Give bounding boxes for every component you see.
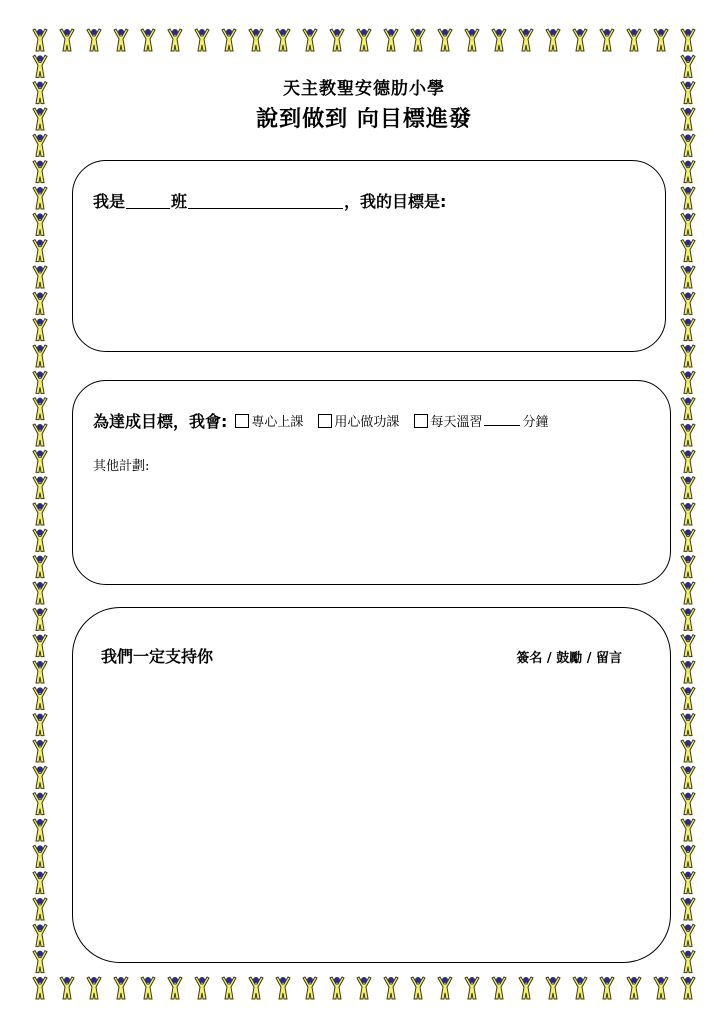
- cheering-figure-icon: [681, 845, 695, 867]
- cheering-figure-icon: [249, 29, 263, 51]
- cheering-figure-icon: [114, 29, 128, 51]
- cheering-figure-icon: [492, 29, 506, 51]
- cheering-figure-icon: [681, 371, 695, 393]
- cheering-figure-icon: [573, 29, 587, 51]
- cheering-figure-icon: [519, 29, 533, 51]
- cheering-figure-icon: [303, 977, 317, 999]
- cheering-figure-icon: [681, 977, 695, 999]
- support-title: 我們一定支持你: [101, 647, 214, 666]
- option-daily-revision[interactable]: [414, 411, 548, 430]
- sign-label: 簽名 / 鼓勵 / 留言: [516, 651, 622, 666]
- cheering-figure-icon: [681, 424, 695, 446]
- cheering-figure-icon: [195, 29, 209, 51]
- cheering-figure-icon: [681, 398, 695, 420]
- cheering-figure-icon: [681, 793, 695, 815]
- cheering-figure-icon: [33, 661, 47, 683]
- cheering-figure-icon: [465, 29, 479, 51]
- support-panel: [72, 607, 671, 963]
- cheering-figure-icon: [114, 977, 128, 999]
- cheering-figure-icon: [33, 608, 47, 630]
- cheering-figure-icon: [60, 977, 74, 999]
- cheering-figure-icon: [33, 503, 47, 525]
- cheering-figure-icon: [600, 29, 614, 51]
- cheering-figure-icon: [681, 951, 695, 973]
- cheering-figure-icon: [627, 977, 641, 999]
- school-name: 天主教聖安德肋小學: [283, 79, 445, 99]
- cheering-figure-icon: [330, 29, 344, 51]
- cheering-figure-icon: [222, 29, 236, 51]
- checkbox[interactable]: [414, 414, 428, 428]
- cheering-figure-icon: [33, 345, 47, 367]
- checkbox[interactable]: [318, 414, 332, 428]
- cheering-figure-icon: [33, 319, 47, 341]
- name-blank[interactable]: [188, 207, 343, 209]
- cheering-figure-icon: [33, 582, 47, 604]
- class-blank[interactable]: [126, 207, 170, 209]
- option-label: 用心做功課: [334, 415, 400, 430]
- cheering-figure-icon: [681, 29, 695, 51]
- cheering-figure-icon: [141, 29, 155, 51]
- cheering-figure-icon: [546, 977, 560, 999]
- cheering-figure-icon: [33, 134, 47, 156]
- cheering-figure-icon: [654, 29, 668, 51]
- cheering-figure-icon: [33, 819, 47, 841]
- cheering-figure-icon: [276, 29, 290, 51]
- cheering-figure-icon: [33, 529, 47, 551]
- cheering-figure-icon: [681, 608, 695, 630]
- checkbox[interactable]: [235, 414, 249, 428]
- option-do-homework[interactable]: [318, 411, 399, 430]
- cheering-figure-icon: [681, 582, 695, 604]
- cheering-figure-icon: [546, 29, 560, 51]
- cheering-figure-icon: [33, 292, 47, 314]
- cheering-figure-icon: [681, 187, 695, 209]
- cheering-figure-icon: [681, 635, 695, 657]
- cheering-figure-icon: [681, 819, 695, 841]
- goal-panel: [72, 160, 666, 352]
- cheering-figure-icon: [33, 977, 47, 999]
- cheering-figure-icon: [519, 977, 533, 999]
- cheering-figure-icon: [681, 687, 695, 709]
- goal-statement: [93, 189, 446, 212]
- plan-panel: [72, 380, 671, 585]
- cheering-figure-icon: [681, 292, 695, 314]
- cheering-figure-icon: [357, 29, 371, 51]
- cheering-figure-icon: [33, 635, 47, 657]
- cheering-figure-icon: [411, 977, 425, 999]
- cheering-figure-icon: [168, 977, 182, 999]
- minutes-suffix: 分鐘: [522, 415, 549, 430]
- cheering-figure-icon: [681, 161, 695, 183]
- cheering-figure-icon: [60, 29, 74, 51]
- cheering-figure-icon: [33, 556, 47, 578]
- cheering-figure-icon: [33, 371, 47, 393]
- cheering-figure-icon: [222, 977, 236, 999]
- cheering-figure-icon: [681, 134, 695, 156]
- cheering-figure-icon: [33, 477, 47, 499]
- cheering-figure-icon: [33, 450, 47, 472]
- page-title: 說到做到 向目標進發: [256, 107, 472, 132]
- goal-class-word: 班: [171, 192, 188, 211]
- cheering-figure-icon: [681, 240, 695, 262]
- cheering-figure-icon: [681, 503, 695, 525]
- cheering-figure-icon: [33, 714, 47, 736]
- cheering-figure-icon: [681, 319, 695, 341]
- cheering-figure-icon: [33, 924, 47, 946]
- cheering-figure-icon: [33, 266, 47, 288]
- plan-options-row: [93, 409, 548, 432]
- cheering-figure-icon: [411, 29, 425, 51]
- cheering-figure-icon: [681, 556, 695, 578]
- cheering-figure-icon: [384, 977, 398, 999]
- cheering-figure-icon: [681, 477, 695, 499]
- cheering-figure-icon: [87, 977, 101, 999]
- cheering-figure-icon: [33, 240, 47, 262]
- cheering-figure-icon: [627, 29, 641, 51]
- cheering-figure-icon: [573, 977, 587, 999]
- cheering-figure-icon: [33, 766, 47, 788]
- option-label: 專心上課: [251, 415, 304, 430]
- cheering-figure-icon: [681, 714, 695, 736]
- cheering-figure-icon: [681, 450, 695, 472]
- cheering-figure-icon: [681, 740, 695, 762]
- cheering-figure-icon: [33, 29, 47, 51]
- cheering-figure-icon: [33, 951, 47, 973]
- cheering-figure-icon: [357, 977, 371, 999]
- goal-prefix: 我是: [93, 192, 126, 211]
- cheering-figure-icon: [33, 187, 47, 209]
- cheering-figure-icon: [681, 213, 695, 235]
- cheering-figure-icon: [33, 845, 47, 867]
- minutes-blank[interactable]: [484, 415, 520, 426]
- cheering-figure-icon: [33, 398, 47, 420]
- cheering-figure-icon: [33, 898, 47, 920]
- cheering-figure-icon: [681, 266, 695, 288]
- cheering-figure-icon: [600, 977, 614, 999]
- cheering-figure-icon: [33, 872, 47, 894]
- cheering-figure-icon: [681, 898, 695, 920]
- cheering-figure-icon: [33, 424, 47, 446]
- cheering-figure-icon: [681, 766, 695, 788]
- cheering-figure-icon: [681, 345, 695, 367]
- cheering-figure-icon: [87, 29, 101, 51]
- goal-suffix: ，我的目標是:: [344, 192, 447, 211]
- cheering-figure-icon: [33, 687, 47, 709]
- other-plans-label: 其他計劃:: [93, 459, 150, 474]
- cheering-figure-icon: [33, 161, 47, 183]
- cheering-figure-icon: [330, 977, 344, 999]
- cheering-figure-icon: [168, 29, 182, 51]
- cheering-figure-icon: [681, 661, 695, 683]
- cheering-figure-icon: [195, 977, 209, 999]
- cheering-figure-icon: [681, 924, 695, 946]
- cheering-figure-icon: [465, 977, 479, 999]
- cheering-figure-icon: [492, 977, 506, 999]
- option-label: 每天溫習: [430, 415, 483, 430]
- cheering-figure-icon: [303, 29, 317, 51]
- cheering-figure-icon: [249, 977, 263, 999]
- cheering-figure-icon: [141, 977, 155, 999]
- cheering-figure-icon: [384, 29, 398, 51]
- option-focus-in-class[interactable]: [235, 411, 303, 430]
- cheering-figure-icon: [654, 977, 668, 999]
- cheering-figure-icon: [276, 977, 290, 999]
- cheering-figure-icon: [681, 872, 695, 894]
- plan-label: 為達成目標，我會:: [93, 412, 228, 431]
- cheering-figure-icon: [681, 529, 695, 551]
- cheering-figure-icon: [33, 793, 47, 815]
- cheering-figure-icon: [33, 740, 47, 762]
- cheering-figure-icon: [438, 29, 452, 51]
- cheering-figure-icon: [438, 977, 452, 999]
- cheering-figure-icon: [33, 213, 47, 235]
